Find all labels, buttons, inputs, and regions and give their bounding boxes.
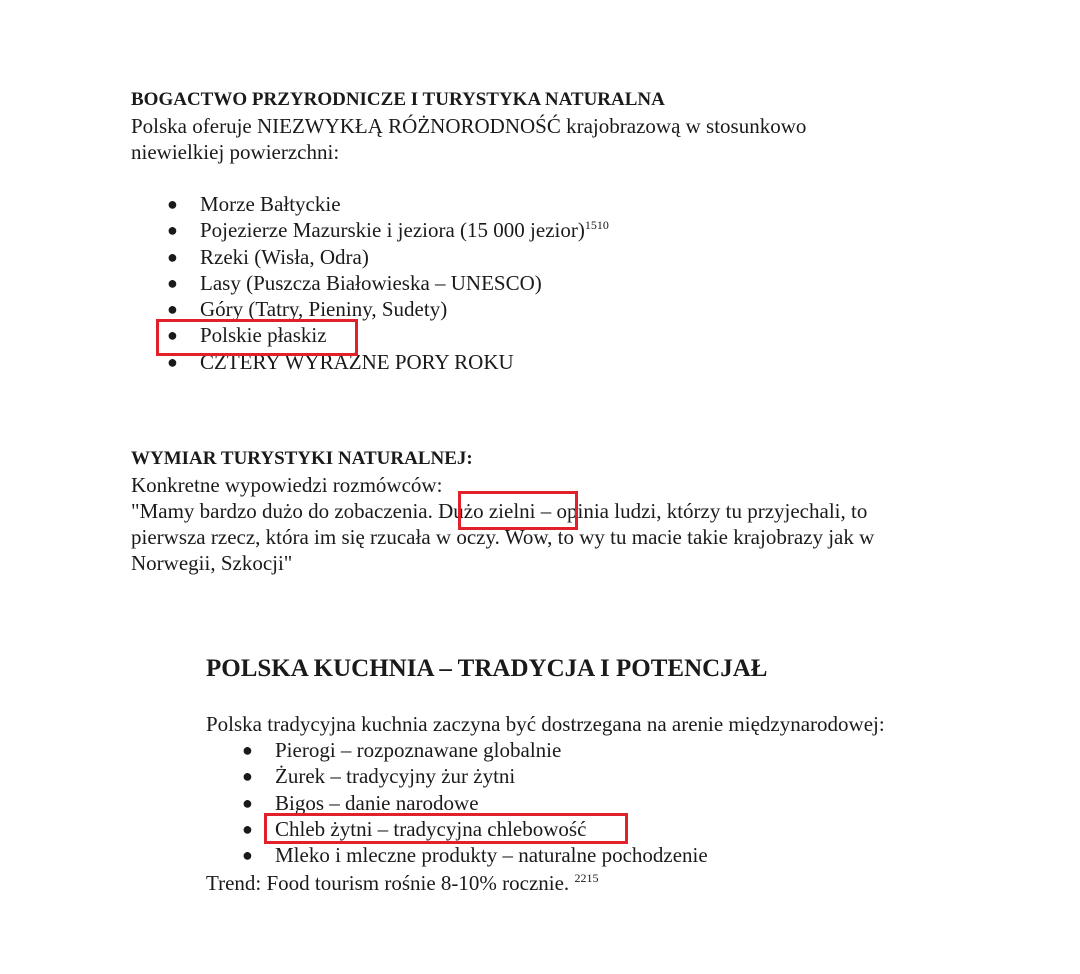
list-item: ● Chleb żytni – tradycyjna chlebowość: [242, 816, 587, 841]
section-heading-cuisine: POLSKA KUCHNIA – TRADYCJA I POTENCJAŁ: [206, 655, 768, 682]
footnote-ref: 2215: [574, 871, 599, 885]
bullet-icon: ●: [167, 351, 178, 372]
interview-intro: Konkretne wypowiedzi rozmówców:: [131, 473, 443, 497]
list-item: ● Polskie płaskiz: [167, 323, 327, 348]
list-item: ● Lasy (Puszcza Białowieska – UNESCO): [167, 270, 542, 295]
list-item: ● Pojezierze Mazurskie i jeziora (15 000 jezior)$^{1510}$: [167, 218, 609, 243]
bullet-icon: ●: [167, 194, 178, 214]
bullet-icon: ●: [167, 272, 178, 293]
bullet-icon: ●: [242, 818, 253, 839]
cuisine-list: [242, 737, 708, 868]
list-item: ● Morze Bałtyckie: [167, 192, 341, 216]
intro-text-line-1: Polska oferuje NIEZWYKŁĄ RÓŻNORODNOŚĆ krajobrazową w stosunkowo: [131, 114, 807, 138]
highlight-box-chleb-zytni: [264, 813, 628, 844]
section-heading-nature: BOGACTWO PRZYRODNICZE I TURYSTYKA NATURALNA: [131, 89, 665, 110]
bullet-icon: ●: [242, 740, 253, 760]
highlight-box-polskie-plaskiz: [156, 319, 358, 356]
quote-line-2: pierwsza rzecz, która im się rzucała w oczy. Wow, to wy tu macie takie krajobrazy jak w: [131, 525, 875, 549]
bullet-icon: ●: [167, 246, 178, 267]
list-item: ● Pierogi – rozpoznawane globalnie: [242, 738, 562, 762]
intro-text-line-2: niewielkiej powierzchni:: [131, 140, 340, 164]
list-item: ● Bigos – danie narodowe: [242, 790, 479, 815]
list-item: ● Żurek – tradycyjny żur żytni: [242, 764, 516, 789]
quote-line-3: Norwegii, Szkocji": [131, 551, 293, 575]
bullet-icon: ●: [167, 299, 178, 320]
bullet-icon: ●: [242, 845, 253, 866]
highlight-box-duzo-zielni: [458, 491, 578, 530]
bullet-icon: ●: [242, 792, 253, 813]
bullet-icon: ●: [167, 325, 178, 346]
cuisine-intro: Polska tradycyjna kuchnia zaczyna być dostrzegana na arenie międzynarodowej:: [206, 712, 885, 736]
bullet-icon: ●: [242, 766, 253, 787]
list-item: ● Rzeki (Wisła, Odra): [167, 244, 369, 269]
section-heading-natural-tourism: WYMIAR TURYSTYKI NATURALNEJ:: [131, 448, 473, 469]
quote-line-1: "Mamy bardzo dużo do zobaczenia. Dużo zielni – opinia ludzi, którzy tu przyjechali, to: [131, 499, 868, 523]
bullet-icon: ●: [167, 220, 178, 241]
list-item: ● Góry (Tatry, Pieniny, Sudety): [167, 297, 448, 322]
footnote-ref: 1510: [584, 218, 609, 233]
list-item: ● CZTERY WYRAŹNE PORY ROKU: [167, 349, 514, 374]
trend-text: Trend: Food tourism rośnie 8-10% rocznie. $^{2215}$: [206, 871, 599, 895]
list-item: ● Mleko i mleczne produkty – naturalne pochodzenie: [242, 843, 708, 868]
